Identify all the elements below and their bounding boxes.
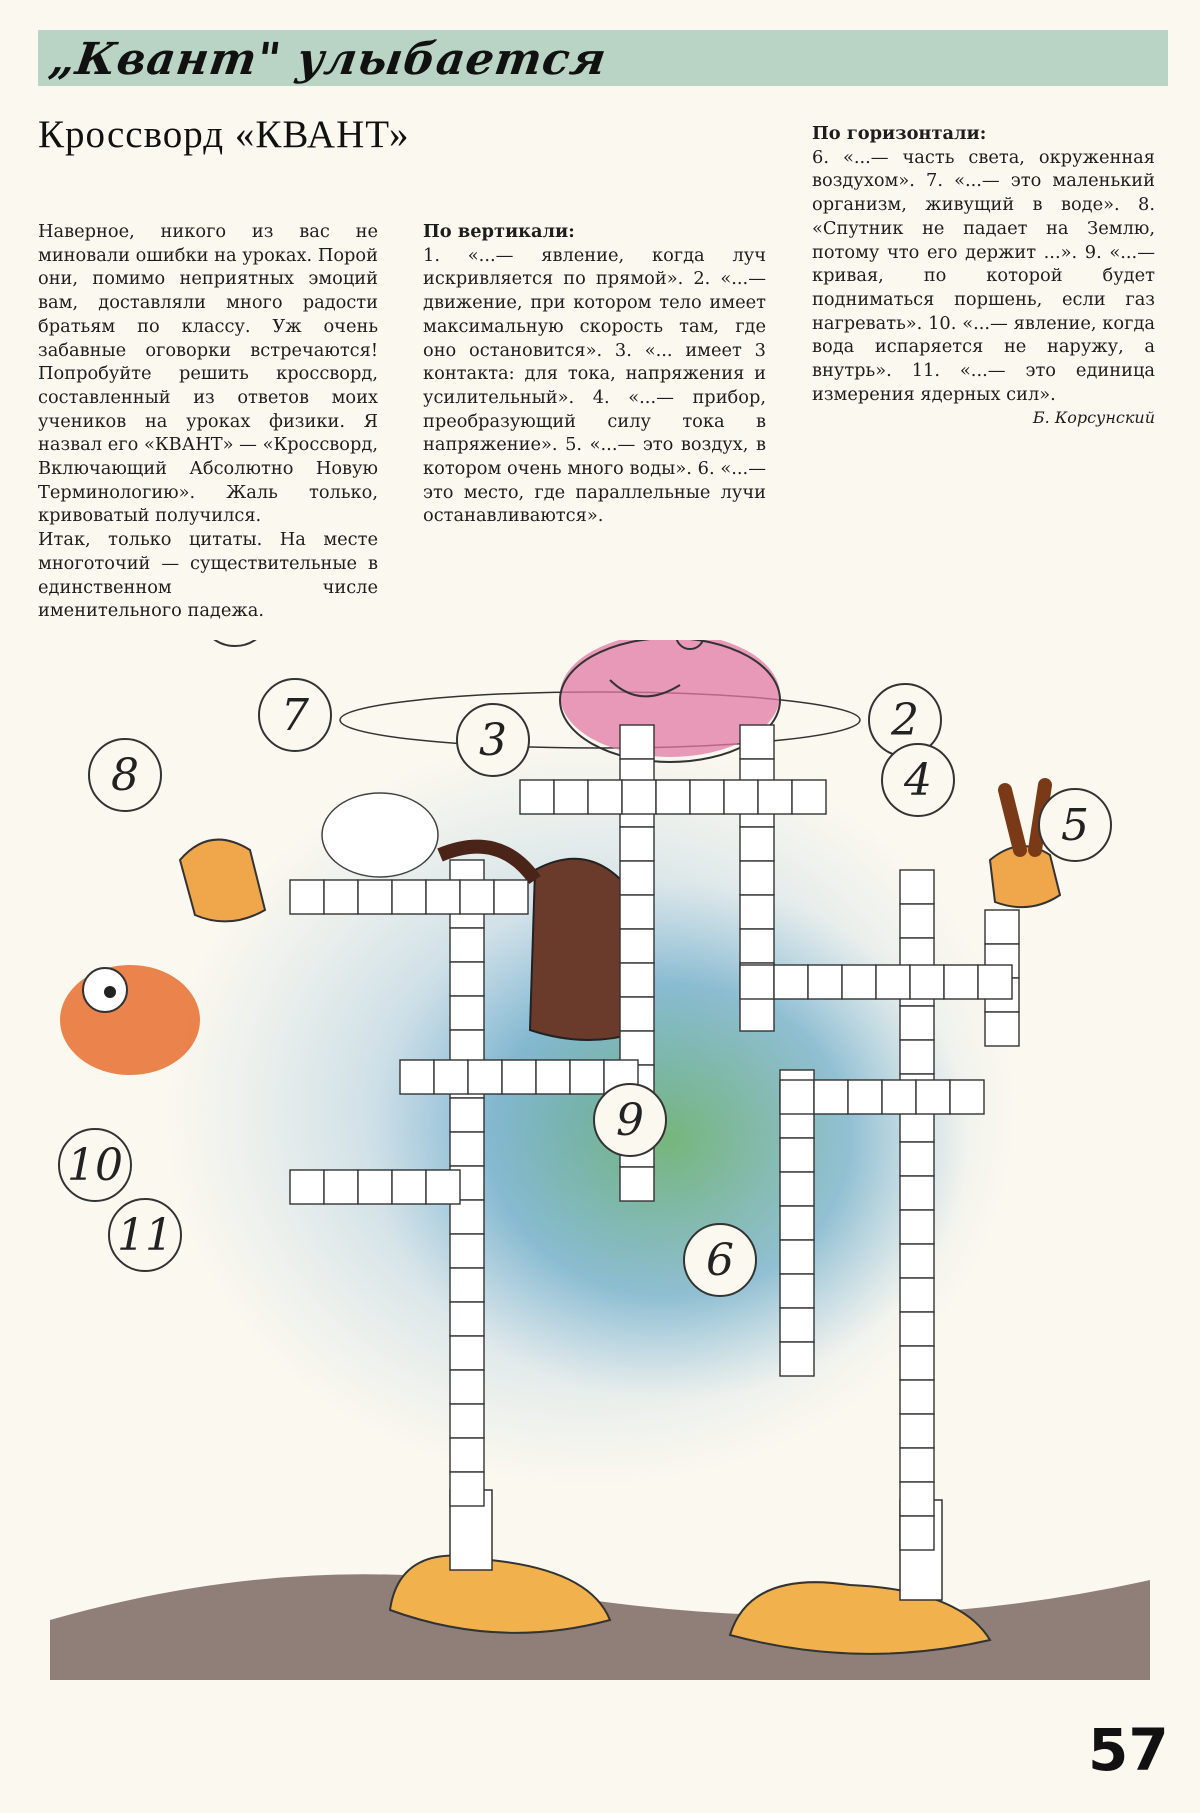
crossword-cell [900,1516,934,1550]
crossword-cell [808,965,842,999]
crossword-cell [900,870,934,904]
crossword-cell [450,1030,484,1064]
crossword-cell [450,1438,484,1472]
vertical-heading: По вертикали: [423,221,575,242]
ground-shadow [50,1574,1150,1680]
clue-number-label: 3 [479,715,507,766]
crossword-cell [900,1278,934,1312]
clue-number-label: 6 [706,1235,734,1286]
crossword-cell [494,880,528,914]
crossword-cell [740,725,774,759]
intro-paragraph-2: Итак, только цитаты. На месте многоточий — существительные в единственном числе именительного падежа. [38,529,378,622]
text-column-2 [423,220,766,528]
crossword-cell [620,895,654,929]
crossword-cell [910,965,944,999]
crossword-cell [656,780,690,814]
clue-number-label: 10 [67,1140,123,1191]
crossword-cell [536,1060,570,1094]
crossword-cell [950,1080,984,1114]
crossword-cell [916,1080,950,1114]
crossword-cell [290,880,324,914]
crossword-cell [392,880,426,914]
clue-number-label: 11 [117,1210,173,1261]
crossword-cell [780,1080,814,1114]
crossword-cell [460,880,494,914]
crossword-cell [450,1336,484,1370]
crossword-cell [620,929,654,963]
crossword-cell [848,1080,882,1114]
page-number: 57 [1088,1716,1169,1784]
crossword-cell [780,1342,814,1376]
crossword-cell [814,1080,848,1114]
banner-title: „Квант" улыбается [46,34,610,85]
text-column-3 [812,122,1155,430]
clue-number-label: 2 [891,695,919,746]
crossword-cell [434,1060,468,1094]
crossword-cell [450,928,484,962]
crossword-cell [450,962,484,996]
crossword-cell [985,910,1019,944]
crossword-cell [426,1170,460,1204]
crossword-cell [358,1170,392,1204]
crossword-cell [740,827,774,861]
vertical-clues: 1. «...— явление, когда луч искривляется по прямой». 2. «...— движение, при котором тело имеет максимальную скорость там, где оно остановится». 3. «... имеет 3 контакта: для тока, напряжения и усилительный». 4. «...— прибор, преобразующий силу тока в напряжение». 5. «...— это воздух, в котором очень много воды». 6. «...— это место, где параллельные лучи останавливаются». [423,244,766,527]
crossword-cell [588,780,622,814]
crossword-cell [324,1170,358,1204]
crossword-cell [450,1132,484,1166]
crossword-cell [620,827,654,861]
crossword-cell [450,996,484,1030]
crossword-cell [450,1472,484,1506]
crossword-cell [900,904,934,938]
left-hand-thumbs-up [180,840,265,922]
crossword-cell [780,1274,814,1308]
crossword-cell [450,1234,484,1268]
page-title: Кроссворд «КВАНТ» [38,113,410,156]
crossword-cell [450,1302,484,1336]
crossword-cell [450,1370,484,1404]
clue-number-label: 7 [281,690,309,741]
text-column-1 [38,220,378,623]
crossword-cell [620,963,654,997]
crossword-illustration [30,640,1170,1680]
crossword-cell [554,780,588,814]
crossword-cell [392,1170,426,1204]
crossword-cell [426,880,460,914]
crossword-cell [900,1380,934,1414]
crossword-cell [900,1040,934,1074]
crossword-cell [502,1060,536,1094]
crossword-cell [450,1098,484,1132]
crossword-cell [900,1244,934,1278]
intro-paragraph: Наверное, никого из вас не миновали ошибки на уроках. Порой они, помимо неприятных эмоций вам, доставляли много радости братьям по классу. Уж очень забавные оговорки встречаются! Попробуйте решить кроссворд, составленный из ответов моих учеников на уроках физики. Я назвал его «КВАНТ» — «Кроссворд, Включающий Абсолютно Новую Терминологию». Жаль только, кривоватый получился. [38,221,378,527]
clue-number-label: 4 [904,755,932,806]
crossword-cell [740,929,774,963]
crossword-cell [780,1240,814,1274]
crossword-cell [900,1176,934,1210]
crossword-cell [900,1346,934,1380]
author-signature: Б. Корсунский [1032,408,1155,428]
crossword-cell [900,1006,934,1040]
crossword-cell [780,1138,814,1172]
crossword-cell [780,1308,814,1342]
crossword-cell [450,1404,484,1438]
crossword-cell [882,1080,916,1114]
crossword-cell [985,1012,1019,1046]
crossword-cell [400,1060,434,1094]
crossword-cell [900,1482,934,1516]
crossword-cell [620,997,654,1031]
crossword-cell [900,1414,934,1448]
crossword-cell [944,965,978,999]
crossword-cell [690,780,724,814]
crossword-cell [900,1312,934,1346]
shoe-left [390,1556,610,1633]
crossword-cell [520,780,554,814]
cloud-drawing [322,793,438,877]
crossword-cell [740,965,774,999]
crossword-cell [468,1060,502,1094]
crossword-cell [620,1167,654,1201]
clue-number-label: 9 [616,1095,644,1146]
clue-number-circle [199,640,271,646]
clue-number-label: 5 [1061,800,1089,851]
crossword-cell [620,861,654,895]
crossword-cell [622,780,656,814]
crossword-cell [792,780,826,814]
crossword-cell [900,1210,934,1244]
crossword-cell [450,1200,484,1234]
crossword-cell [358,880,392,914]
crossword-cell [876,965,910,999]
crossword-cell [758,780,792,814]
crossword-cell [978,965,1012,999]
horizontal-heading: По горизонтали: [812,123,987,144]
crossword-cell [450,1268,484,1302]
crossword-cell [842,965,876,999]
crossword-cell [740,997,774,1031]
crossword-cell [724,780,758,814]
crossword-cell [900,1142,934,1176]
horizontal-clues: 6. «...— часть света, окруженная воздухом». 7. «...— это маленький организм, живущий в воде». 8. «Спутник не падает на Землю, потому что его держит ...». 9. «...— кривая, по которой будет подниматься поршень, если газ нагревать». 10. «...— явление, когда вода испаряется не наружу, а внутрь». 11. «...— это единица измерения ядерных сил». [812,146,1155,405]
crossword-cell [774,965,808,999]
crossword-cell [570,1060,604,1094]
crossword-cell [740,861,774,895]
crossword-cell [290,1170,324,1204]
crossword-cell [620,725,654,759]
crossword-cell [900,1448,934,1482]
section-banner [38,30,1168,86]
crossword-cell [780,1172,814,1206]
clue-number-label: 8 [111,750,139,801]
shoe-right [730,1582,990,1654]
cat-drawing [60,965,200,1075]
crossword-cell [780,1206,814,1240]
crossword-cell [740,895,774,929]
crossword-cell [324,880,358,914]
